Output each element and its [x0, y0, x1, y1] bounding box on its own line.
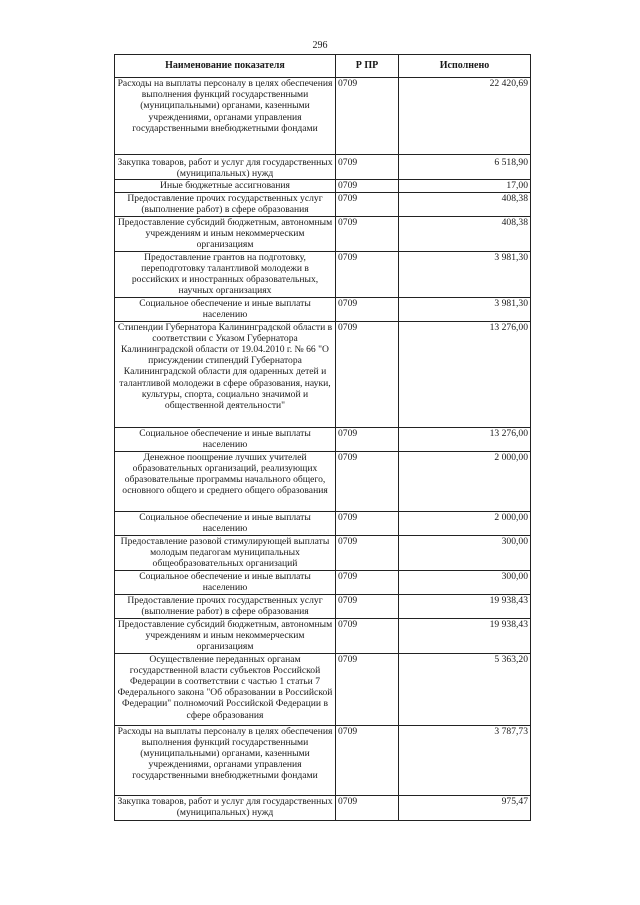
row-name: Социальное обеспечение и иные выплаты населению	[115, 570, 336, 594]
row-sum: 2 000,00	[399, 511, 531, 535]
row-code: 0709	[336, 216, 399, 251]
row-sum: 19 938,43	[399, 618, 531, 653]
row-sum: 22 420,69	[399, 78, 531, 155]
table-row	[115, 535, 531, 570]
row-code: 0709	[336, 78, 399, 155]
row-sum: 408,38	[399, 216, 531, 251]
row-code: 0709	[336, 653, 399, 725]
row-name: Социальное обеспечение и иные выплаты населению	[115, 297, 336, 321]
row-code: 0709	[336, 795, 399, 820]
row-sum: 975,47	[399, 795, 531, 820]
row-name: Предоставление прочих государственных услуг (выполнение работ) в сфере образования	[115, 594, 336, 618]
table-row	[115, 297, 531, 321]
row-code: 0709	[336, 427, 399, 451]
row-name: Стипендии Губернатора Калининградской области в соответствии с Указом Губернатора Калининградской области от 19.04.2010 г. № 66 "О присуждении стипендий Губернатора Калининградской области для одаренных детей и талантливой молодежи в сфере образования, науки, культуры, спорта, социально значимой и общественной деятельности"	[115, 321, 336, 427]
row-name: Предоставление разовой стимулирующей выплаты молодым педагогам муниципальных общеобразовательных организаций	[115, 535, 336, 570]
row-sum: 5 363,20	[399, 653, 531, 725]
table-row	[115, 427, 531, 451]
row-code: 0709	[336, 251, 399, 297]
row-name: Социальное обеспечение и иные выплаты населению	[115, 427, 336, 451]
row-sum: 3 787,73	[399, 725, 531, 795]
row-name: Предоставление субсидий бюджетным, автономным учреждениям и иным некоммерческим организациям	[115, 618, 336, 653]
table-row	[115, 570, 531, 594]
page-number: 296	[312, 40, 328, 51]
row-code: 0709	[336, 594, 399, 618]
row-name: Предоставление грантов на подготовку, переподготовку талантливой молодежи в российских и иностранных образовательных, научных организациях	[115, 251, 336, 297]
row-code: 0709	[336, 451, 399, 511]
row-code: 0709	[336, 725, 399, 795]
row-sum: 19 938,43	[399, 594, 531, 618]
row-name: Закупка товаров, работ и услуг для государственных (муниципальных) нужд	[115, 795, 336, 820]
row-name: Закупка товаров, работ и услуг для государственных (муниципальных) нужд	[115, 155, 336, 180]
table-row	[115, 618, 531, 653]
row-name: Иные бюджетные ассигнования	[115, 180, 336, 192]
row-sum: 300,00	[399, 570, 531, 594]
table-row	[115, 725, 531, 795]
row-code: 0709	[336, 155, 399, 180]
table-row	[115, 216, 531, 251]
row-sum: 3 981,30	[399, 251, 531, 297]
row-code: 0709	[336, 535, 399, 570]
row-sum: 2 000,00	[399, 451, 531, 511]
table-row	[115, 78, 531, 155]
budget-execution-table	[114, 54, 531, 821]
row-sum: 6 518,90	[399, 155, 531, 180]
table-row	[115, 251, 531, 297]
table-row	[115, 180, 531, 192]
row-name: Социальное обеспечение и иные выплаты населению	[115, 511, 336, 535]
row-code: 0709	[336, 618, 399, 653]
table-row	[115, 594, 531, 618]
row-name: Предоставление прочих государственных услуг (выполнение работ) в сфере образования	[115, 192, 336, 216]
row-name: Осуществление переданных органам государственной власти субъектов Российской Федерации в соответствии с частью 1 статьи 7 Федерального закона "Об образовании в Российской Федерации" полномочий Российской Федерации в сфере образования	[115, 653, 336, 725]
table-row	[115, 451, 531, 511]
table-row	[115, 155, 531, 180]
row-code: 0709	[336, 511, 399, 535]
table-row	[115, 795, 531, 820]
row-code: 0709	[336, 570, 399, 594]
row-sum: 300,00	[399, 535, 531, 570]
table-row	[115, 192, 531, 216]
table-header-row	[115, 55, 531, 78]
row-code: 0709	[336, 180, 399, 192]
row-sum: 408,38	[399, 192, 531, 216]
header-sum: Исполнено	[399, 55, 531, 78]
header-name: Наименование показателя	[115, 55, 336, 78]
row-sum: 3 981,30	[399, 297, 531, 321]
table-row	[115, 321, 531, 427]
row-name: Денежное поощрение лучших учителей образовательных организаций, реализующих образовательные программы начального общего, основного общего и среднего общего образования	[115, 451, 336, 511]
row-name: Расходы на выплаты персоналу в целях обеспечения выполнения функций государственными (муниципальными) органами, казенными учреждениями, органами управления государственными внебюджетными фондами	[115, 725, 336, 795]
row-sum: 17,00	[399, 180, 531, 192]
row-code: 0709	[336, 321, 399, 427]
row-sum: 13 276,00	[399, 321, 531, 427]
row-sum: 13 276,00	[399, 427, 531, 451]
row-name: Расходы на выплаты персоналу в целях обеспечения выполнения функций государственными (муниципальными) органами, казенными учреждениями, органами управления государственными внебюджетными фондами	[115, 78, 336, 155]
row-code: 0709	[336, 192, 399, 216]
header-code: Р ПР	[336, 55, 399, 78]
table-row	[115, 511, 531, 535]
row-name: Предоставление субсидий бюджетным, автономным учреждениям и иным некоммерческим организациям	[115, 216, 336, 251]
row-code: 0709	[336, 297, 399, 321]
table-row	[115, 653, 531, 725]
